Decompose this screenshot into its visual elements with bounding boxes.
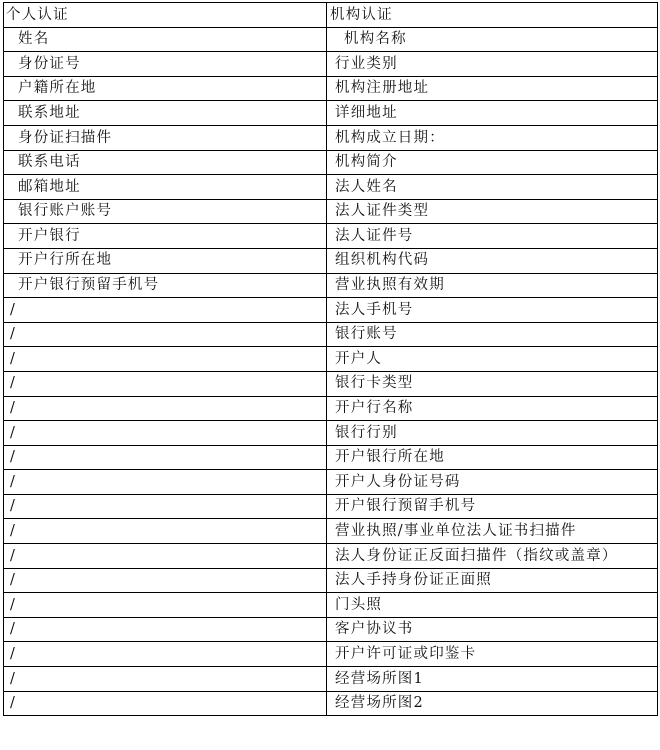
table-row bbox=[4, 642, 658, 667]
table-header-row bbox=[4, 3, 658, 28]
table-row bbox=[4, 52, 658, 77]
table-row bbox=[4, 371, 658, 396]
personal-field-cell: / bbox=[4, 691, 327, 716]
authentication-table bbox=[3, 2, 658, 716]
personal-field-cell: / bbox=[4, 494, 327, 519]
personal-field-cell: 身份证扫描件 bbox=[4, 125, 327, 150]
table-row bbox=[4, 617, 658, 642]
personal-field-cell: / bbox=[4, 470, 327, 495]
personal-field-cell: 身份证号 bbox=[4, 52, 327, 77]
header-personal-auth: 个人认证 bbox=[4, 3, 327, 28]
personal-field-cell: 联系电话 bbox=[4, 150, 327, 175]
table-row bbox=[4, 224, 658, 249]
table-row bbox=[4, 248, 658, 273]
table-row bbox=[4, 593, 658, 618]
institution-field-cell: 机构简介 bbox=[327, 150, 658, 175]
table-row bbox=[4, 322, 658, 347]
institution-field-cell: 法人手机号 bbox=[327, 298, 658, 323]
table-row bbox=[4, 27, 658, 52]
personal-field-cell: 姓名 bbox=[4, 27, 327, 52]
institution-field-cell: 客户协议书 bbox=[327, 617, 658, 642]
personal-field-cell: / bbox=[4, 642, 327, 667]
personal-field-cell: / bbox=[4, 544, 327, 569]
table-row bbox=[4, 667, 658, 692]
institution-field-cell: 详细地址 bbox=[327, 101, 658, 126]
table-row bbox=[4, 150, 658, 175]
personal-field-cell: 联系地址 bbox=[4, 101, 327, 126]
table-row bbox=[4, 470, 658, 495]
institution-field-cell: 法人姓名 bbox=[327, 175, 658, 200]
institution-field-cell: 法人身份证正反面扫描件（指纹或盖章） bbox=[327, 544, 658, 569]
personal-field-cell: / bbox=[4, 667, 327, 692]
institution-field-cell: 营业执照有效期 bbox=[327, 273, 658, 298]
personal-field-cell: / bbox=[4, 371, 327, 396]
personal-field-cell: / bbox=[4, 421, 327, 446]
table-row bbox=[4, 101, 658, 126]
personal-field-cell: 开户行所在地 bbox=[4, 248, 327, 273]
institution-field-cell: 门头照 bbox=[327, 593, 658, 618]
table-row bbox=[4, 544, 658, 569]
institution-field-cell: 开户银行预留手机号 bbox=[327, 494, 658, 519]
institution-field-cell: 经营场所图1 bbox=[327, 667, 658, 692]
personal-field-cell: 银行账户账号 bbox=[4, 199, 327, 224]
institution-field-cell: 法人手持身份证正面照 bbox=[327, 568, 658, 593]
table-row bbox=[4, 396, 658, 421]
institution-field-cell: 经营场所图2 bbox=[327, 691, 658, 716]
personal-field-cell: / bbox=[4, 322, 327, 347]
personal-field-cell: / bbox=[4, 617, 327, 642]
institution-field-cell: 法人证件号 bbox=[327, 224, 658, 249]
institution-field-cell: 银行账号 bbox=[327, 322, 658, 347]
table-row bbox=[4, 76, 658, 101]
institution-field-cell: 组织机构代码 bbox=[327, 248, 658, 273]
institution-field-cell: 机构成立日期： bbox=[327, 125, 658, 150]
personal-field-cell: / bbox=[4, 568, 327, 593]
institution-field-cell: 开户许可证或印鉴卡 bbox=[327, 642, 658, 667]
institution-field-cell: 银行行别 bbox=[327, 421, 658, 446]
table-row bbox=[4, 347, 658, 372]
institution-field-cell: 开户人身份证号码 bbox=[327, 470, 658, 495]
institution-field-cell: 法人证件类型 bbox=[327, 199, 658, 224]
header-institution-auth: 机构认证 bbox=[327, 3, 658, 28]
personal-field-cell: 邮箱地址 bbox=[4, 175, 327, 200]
institution-field-cell: 营业执照/事业单位法人证书扫描件 bbox=[327, 519, 658, 544]
table-row bbox=[4, 691, 658, 716]
table-row bbox=[4, 519, 658, 544]
personal-field-cell: / bbox=[4, 396, 327, 421]
institution-field-cell: 银行卡类型 bbox=[327, 371, 658, 396]
personal-field-cell: / bbox=[4, 445, 327, 470]
table-row bbox=[4, 568, 658, 593]
personal-field-cell: 开户银行 bbox=[4, 224, 327, 249]
institution-field-cell: 机构注册地址 bbox=[327, 76, 658, 101]
institution-field-cell: 开户人 bbox=[327, 347, 658, 372]
table-row bbox=[4, 175, 658, 200]
table-row bbox=[4, 494, 658, 519]
table-row bbox=[4, 421, 658, 446]
institution-field-cell: 开户银行所在地 bbox=[327, 445, 658, 470]
personal-field-cell: / bbox=[4, 519, 327, 544]
institution-field-cell: 机构名称 bbox=[327, 27, 658, 52]
table-row bbox=[4, 273, 658, 298]
personal-field-cell: / bbox=[4, 347, 327, 372]
personal-field-cell: / bbox=[4, 298, 327, 323]
table-row bbox=[4, 298, 658, 323]
personal-field-cell: 户籍所在地 bbox=[4, 76, 327, 101]
institution-field-cell: 开户行名称 bbox=[327, 396, 658, 421]
institution-field-cell: 行业类别 bbox=[327, 52, 658, 77]
table-row bbox=[4, 125, 658, 150]
personal-field-cell: 开户银行预留手机号 bbox=[4, 273, 327, 298]
table-body bbox=[4, 3, 658, 716]
table-row bbox=[4, 199, 658, 224]
personal-field-cell: / bbox=[4, 593, 327, 618]
table-row bbox=[4, 445, 658, 470]
